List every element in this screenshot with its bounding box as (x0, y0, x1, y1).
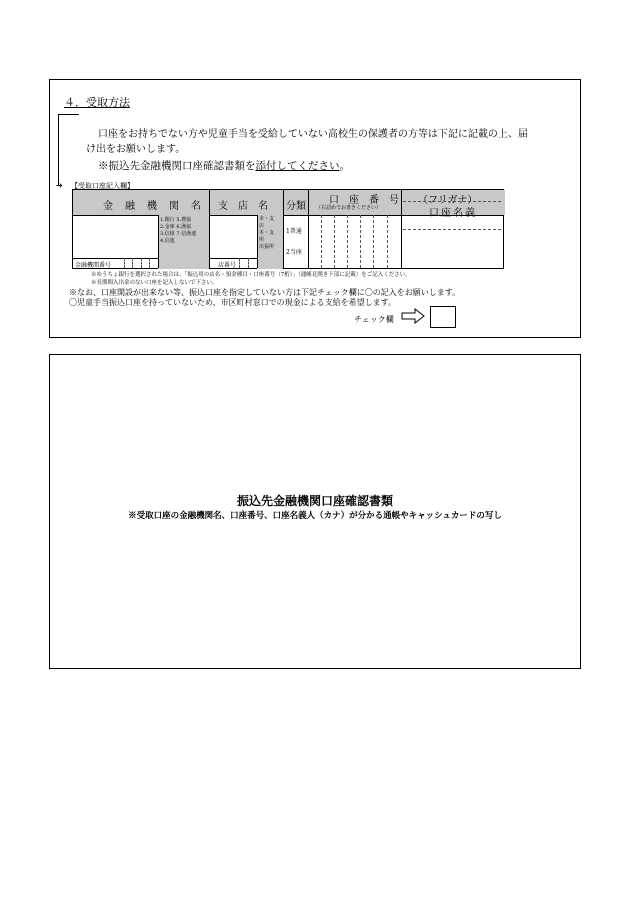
branch-type-5: 出張所 (259, 244, 275, 250)
section-title: ４．受取方法 (64, 96, 130, 109)
intro-line-2: け出をお願いします。 (86, 144, 186, 155)
bank-code-label: 金融機関番号 (75, 262, 112, 269)
header-account-sub: （右詰めでお書きください） (316, 205, 382, 211)
header-bank-name: 金 融 機 関 名 (103, 201, 202, 212)
attachment-area (49, 354, 581, 669)
branch-type-4: 所 (259, 237, 265, 243)
bank-type-4: 4.信連 (160, 238, 175, 244)
account-type-2: 2当座 (286, 249, 302, 256)
header-account-number: 口 座 番 号 (329, 195, 399, 206)
intro-line-1: 口座をお持ちでない方や児童手当を受給していない高校生の保護者の方等は下記に記載の上、届 (98, 129, 528, 140)
header-account-holder: 口座名義 (429, 208, 477, 219)
bank-type-1: 1.銀行 5.農協 (160, 217, 192, 223)
account-type-1: 1普通 (286, 228, 302, 235)
arrow-right-icon: ➔ (56, 181, 63, 190)
attachment-subtitle: ※受取口座の金融機関名、口座番号、口座名義人（カナ）が分かる通帳やキャッシュカードの写し (128, 511, 502, 521)
yucho-note: ※ゆうちょ銀行を選択された場合は、「振込用の店名・預金種目・口座番号（7桁）」（通帳見開き下部に記載）をご記入ください。 (91, 272, 411, 278)
branch-code-label: 店番号 (218, 262, 237, 269)
check-label: チェック欄 (354, 315, 394, 324)
arrow-right-icon (401, 308, 425, 324)
check-box[interactable] (430, 306, 456, 328)
receipt-method-section (49, 79, 581, 338)
attach-note: ※振込先金融機関口座確認書類を添付してください。 (98, 160, 350, 172)
bank-type-2: 2.金庫 6.漁協 (160, 224, 192, 230)
attachment-title: 振込先金融機関口座確認書類 (236, 494, 393, 508)
cash-payment-note: 〇児童手当振込口座を持っていないため、市区町村窓口での現金による支給を希望します。 (69, 298, 397, 307)
bracket-line (58, 114, 79, 186)
long-term-note: ※長期間入出金のない口座を記入しないで下さい。 (91, 280, 218, 286)
account-table (72, 189, 504, 269)
branch-type-1: 本・支 (259, 216, 275, 222)
bank-type-3: 3.信組 7.信漁連 (160, 231, 197, 237)
no-account-note: ※なお、口座開設が出来ない等、振込口座を指定していない方は下記チェック欄に〇の記入をお願いします。 (69, 288, 461, 297)
branch-type-3: 本・支 (259, 230, 275, 236)
branch-type-2: 店 (259, 223, 265, 229)
receive-account-label: 【受取口座記入欄】 (71, 182, 134, 190)
header-type: 分類 (286, 201, 306, 212)
header-furigana: （フリガナ） (418, 195, 478, 206)
header-branch-name: 支 店 名 (218, 201, 268, 212)
